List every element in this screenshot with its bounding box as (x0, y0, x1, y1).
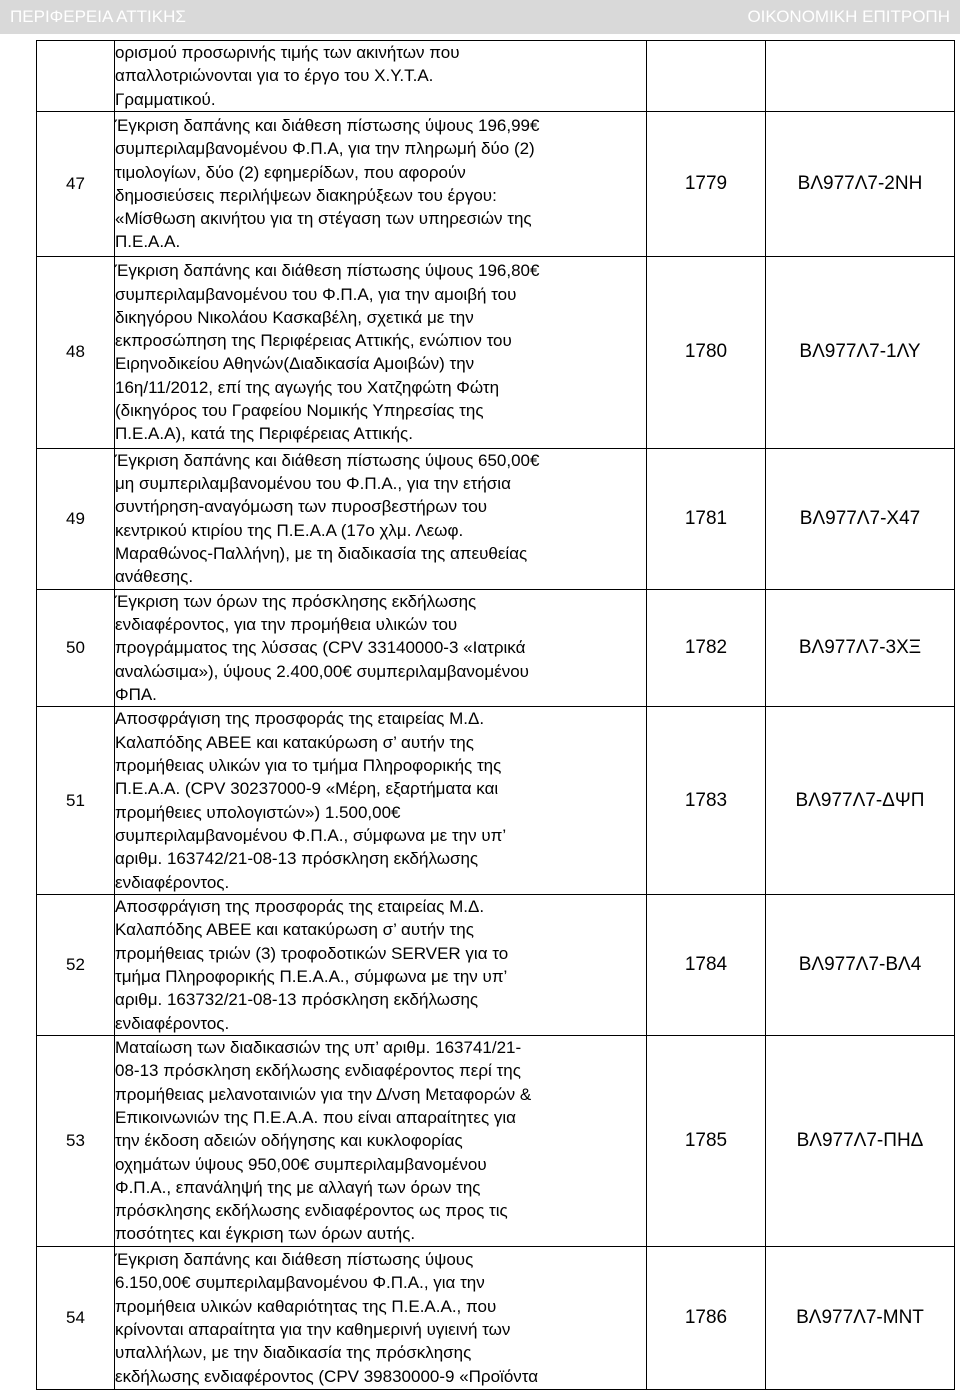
header-region-title: ΠΕΡΙΦΕΡΕΙΑ ΑΤΤΙΚΗΣ (10, 7, 186, 26)
decision-number: 48 (37, 256, 115, 448)
decision-number: 52 (37, 895, 115, 1036)
ada-code: ΒΛ977Λ7-2ΝΗ (766, 111, 955, 256)
table-row (37, 1035, 955, 1246)
table-row (37, 1246, 955, 1389)
protocol-number: 1785 (647, 1035, 766, 1246)
protocol-number: 1779 (647, 111, 766, 256)
decision-subject: Ματαίωση των διαδικασιών της υπ’ αριθμ. 163741/21- 08-13 πρόσκληση εκδήλωσης ενδιαφέροντος περί της προμήθειας μελανοταινιών για την Δ/νση Μεταφορών & Επικοινωνιών της Π.Ε.Α.Α. που είναι απαραίτητες για την έκδοση αδειών οδήγησης και κυκλοφορίας οχημάτων ύψους 950,00€ συμπεριλαμβανομένου Φ.Π.Α., επανάληψή της με αλλαγή των όρων της πρόσκλησης εκδήλωσης ενδιαφέροντος ως προς τις ποσότητες και έγκριση των όρων αυτής. (115, 1038, 532, 1244)
protocol-number: 1782 (647, 589, 766, 706)
decision-subject: Έγκριση δαπάνης και διάθεση πίστωσης ύψους 650,00€ μη συμπεριλαμβανομένου του Φ.Π.Α., για την ετήσια συντήρηση-αναγόμωση των πυροσβεστήρων του κεντρικού κτιρίου της Π.Ε.Α.Α (17ο χλμ. Λεωφ. Μαραθώνος-Παλλήνη), με τη διαδικασία της απευθείας ανάθεσης. (115, 450, 540, 587)
protocol-number: 1786 (647, 1246, 766, 1389)
decision-subject: ορισμού προσωρινής τιμής των ακινήτων που απαλλοτριώνονται για το έργο του Χ.Υ.Τ.Α. Γραμματικού. (115, 43, 460, 109)
table-row (37, 111, 955, 256)
protocol-number (647, 41, 766, 112)
decision-number: 47 (37, 111, 115, 256)
ada-code: ΒΛ977Λ7-ΠΗΔ (766, 1035, 955, 1246)
decision-number: 51 (37, 707, 115, 895)
header-committee-title: ΟΙΚΟΝΟΜΙΚΗ ΕΠΙΤΡΟΠΗ (747, 7, 950, 26)
decision-number (37, 41, 115, 112)
decision-subject: Έγκριση δαπάνης και διάθεση πίστωσης ύψους 196,80€ συμπεριλαμβανομένου του Φ.Π.Α, για την αμοιβή του δικηγόρου Νικολάου Κασκαβέλη, σχετικά με την εκπροσώπηση της Περιφέρειας Αττικής, ενώπιον του Ειρηνοδικείου Αθηνών(Διαδικασία Αμοιβών) την 16η/11/2012, επί της αγωγής του Χατζηφώτη Φώτη (δικηγόρος του Γραφείου Νομικής Υπηρεσίας της Π.Ε.Α.Α), κατά της Περιφέρειας Αττικής. (115, 261, 540, 444)
ada-code: ΒΛ977Λ7-ΜΝΤ (766, 1246, 955, 1389)
protocol-number: 1783 (647, 707, 766, 895)
ada-code: ΒΛ977Λ7-Χ47 (766, 448, 955, 589)
decision-subject: Αποσφράγιση της προσφοράς της εταιρείας Μ.Δ. Καλαπόδης ΑΒΕΕ και κατακύρωση σ’ αυτήν της προμήθειας υλικών για το τμήμα Πληροφορικής της Π.Ε.Α.Α. (CPV 30237000-9 «Μέρη, εξαρτήματα και προμήθειες υπολογιστών») 1.500,00€ συμπεριλαμβανομένου Φ.Π.Α., σύμφωνα με την υπ’ αριθμ. 163742/21-08-13 πρόσκληση εκδήλωσης ενδιαφέροντος. (115, 709, 507, 892)
table-row (37, 589, 955, 706)
table-row (37, 448, 955, 589)
table-row (37, 41, 955, 112)
decision-subject: Έγκριση δαπάνης και διάθεση πίστωσης ύψους 6.150,00€ συμπεριλαμβανομένου Φ.Π.Α., για την προμήθεια υλικών καθαριότητας της Π.Ε.Α.Α., που κρίνονται απαραίτητα για την καθημερινή υγιεινή των υπαλλήλων, με την διαδικασία της πρόσκλησης εκδήλωσης ενδιαφέροντος (CPV 39830000-9 «Προϊόντα (115, 1250, 539, 1386)
table-row (37, 895, 955, 1036)
page-header (0, 0, 960, 34)
protocol-number: 1784 (647, 895, 766, 1036)
decision-number: 53 (37, 1035, 115, 1246)
table-row (37, 256, 955, 448)
decision-number: 50 (37, 589, 115, 706)
decision-number: 54 (37, 1246, 115, 1389)
decision-number: 49 (37, 448, 115, 589)
ada-code: ΒΛ977Λ7-ΒΛ4 (766, 895, 955, 1036)
table-row (37, 707, 955, 895)
protocol-number: 1780 (647, 256, 766, 448)
decision-subject: Έγκριση των όρων της πρόσκλησης εκδήλωσης ενδιαφέροντος, για την προμήθεια υλικών του προγράμματος της λύσσας (CPV 33140000-3 «Ιατρικά αναλώσιμα»), ύψους 2.400,00€ συμπεριλαμβανομένου ΦΠΑ. (115, 591, 529, 704)
ada-code: ΒΛ977Λ7-1ΛΥ (766, 256, 955, 448)
ada-code: ΒΛ977Λ7-3ΧΞ (766, 589, 955, 706)
decision-subject: Αποσφράγιση της προσφοράς της εταιρείας Μ.Δ. Καλαπόδης ΑΒΕΕ και κατακύρωση σ’ αυτήν της προμήθειας τριών (3) τροφοδοτικών SERVER για το τμήμα Πληροφορικής Π.Ε.Α.Α., σύμφωνα με την υπ’ αριθμ. 163732/21-08-13 πρόσκληση εκδήλωσης ενδιαφέροντος. (115, 897, 509, 1033)
protocol-number: 1781 (647, 448, 766, 589)
ada-code (766, 41, 955, 112)
decision-subject: Έγκριση δαπάνης και διάθεση πίστωσης ύψους 196,99€ συμπεριλαμβανομένου Φ.Π.Α, για την πληρωμή δύο (2) τιμολογίων, δύο (2) εφημερίδων, που αφορούν δημοσιεύσεις περιλήψεων διακηρύξεων του έργου: «Μίσθωση ακινήτου για τη στέγαση των υπηρεσιών της Π.Ε.Α.Α. (115, 116, 540, 252)
ada-code: ΒΛ977Λ7-ΔΨΠ (766, 707, 955, 895)
decisions-table (36, 40, 955, 1390)
